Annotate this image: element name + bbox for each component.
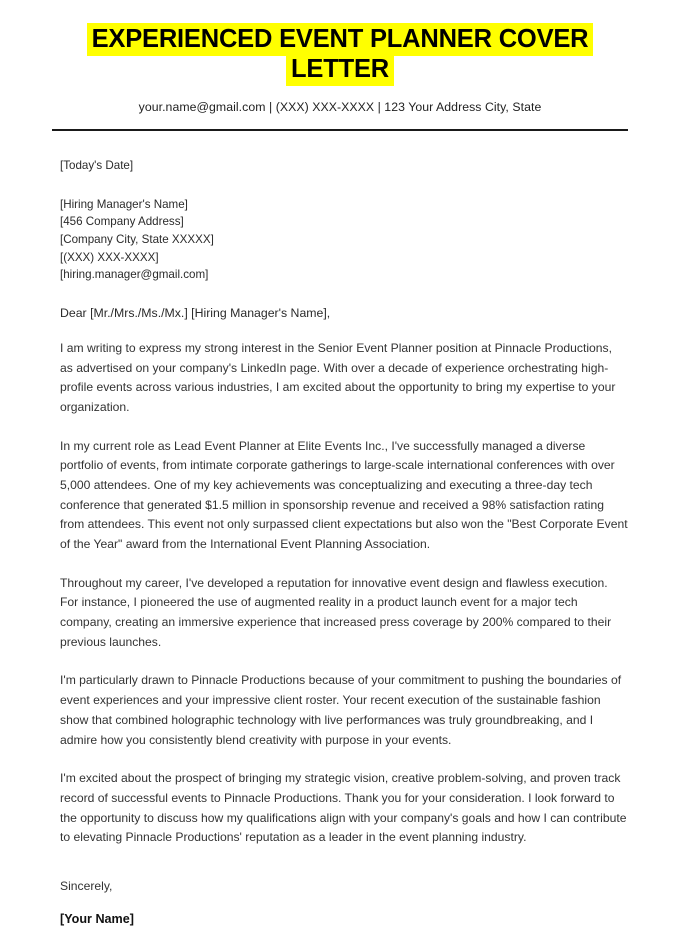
recipient-line: [hiring.manager@gmail.com] <box>60 268 209 282</box>
recipient-address-block <box>60 196 628 284</box>
contact-info-line: your.name@gmail.com | (XXX) XXX-XXXX | 123 Your Address City, State <box>138 100 542 115</box>
body-paragraph: I'm excited about the prospect of bringing my strategic vision, creative problem-solving, and proven track record of successful events to Pinnacle Productions. Thank you for your consideration. I look forward to the opportunity to discuss how my qualifications align with your company's goals and how I can contribute to elevating Pinnacle Productions' reputation as a leader in the event planning industry. <box>60 771 627 845</box>
letter-header <box>0 0 680 131</box>
date-block <box>60 157 628 175</box>
recipient-line: [(XXX) XXX-XXXX] <box>60 250 159 264</box>
body-paragraph: Throughout my career, I've developed a reputation for innovative event design and flawless execution. For instance, I pioneered the use of augmented reality in a product launch event for a major tech company, creating an immersive experience that increased press coverage by 200% compared to their previous launches. <box>60 575 612 649</box>
letter-body <box>0 157 680 926</box>
recipient-line: [Company City, State XXXXX] <box>60 232 214 246</box>
closing-salutation: Sincerely, <box>60 878 113 893</box>
signature-name: [Your Name] <box>60 911 134 926</box>
recipient-line: [Hiring Manager's Name] <box>60 197 188 211</box>
salutation: Dear [Mr./Mrs./Ms./Mx.] [Hiring Manager's Name], <box>60 305 331 320</box>
page-title <box>52 24 628 84</box>
body-paragraph: I am writing to express my strong interest in the Senior Event Planner position at Pinnacle Productions, as advertised on your company's LinkedIn page. With over a decade of experience orchestrating high-profile events across various industries, I am excited about the opportunity to bring my expertise to your organization. <box>60 340 616 414</box>
page-title-highlight: EXPERIENCED EVENT PLANNER COVER LETTER <box>87 23 594 86</box>
body-paragraph: In my current role as Lead Event Planner at Elite Events Inc., I've successfully managed a diverse portfolio of events, from intimate corporate gatherings to large-scale international conferences with over 5,000 attendees. One of my key achievements was conceptualizing and executing a three-day tech conference that generated $1.5 million in sponsorship revenue and received a 98% satisfaction rating from attendees. This event not only surpassed client expectations but also won the "Best Corporate Event of the Year" award from the International Event Planning Association. <box>60 438 628 551</box>
recipient-line: [456 Company Address] <box>60 215 184 229</box>
header-divider <box>52 129 628 131</box>
letter-date: [Today's Date] <box>60 159 134 173</box>
body-paragraph: I'm particularly drawn to Pinnacle Productions because of your commitment to pushing the boundaries of event experiences and your impressive client roster. Your recent execution of the sustainable fashion show that combined holographic technology with live performances was truly groundbreaking, and I admire how you consistently blend creativity with purpose in your events. <box>60 673 622 747</box>
